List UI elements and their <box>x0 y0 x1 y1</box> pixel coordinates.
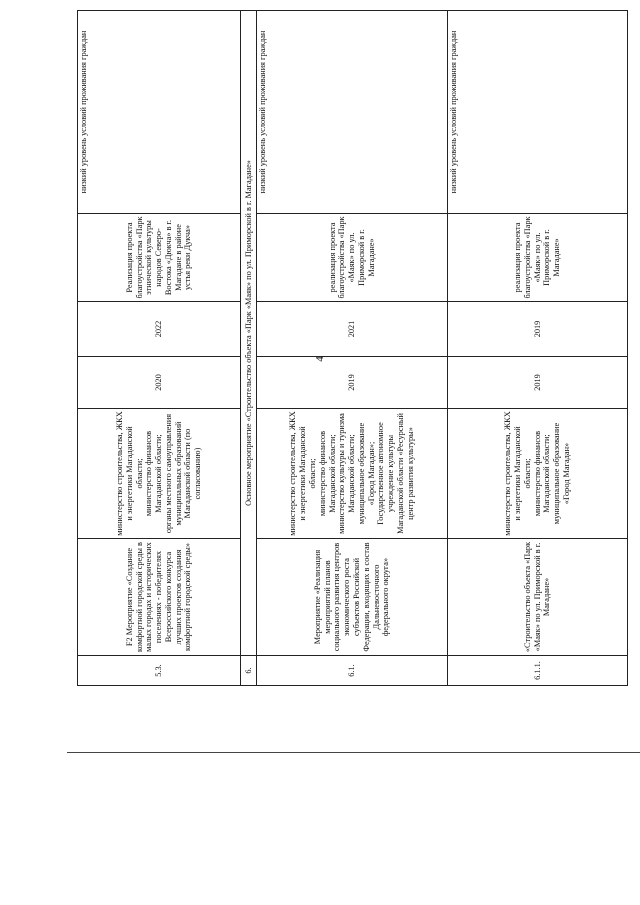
end-year: 2021 <box>257 302 448 357</box>
consequence: низкий уровень условий проживания граждан <box>448 11 628 214</box>
measure-name: F2 Мероприятие «Создание комфортной городской среды в малых городах и исторических поселениях - победителях Всероссийского конкурса лучших проектов создания комфортной городской среды» <box>78 539 241 656</box>
measure-name: «Строительство объекта «Парк «Маяк» по ул. Приморской в г. Магадане» <box>448 539 628 656</box>
expected-result: реализация проекта благоустройства «Парк «Маяк» по ул. Приморской в г. Магадане» <box>448 214 628 302</box>
end-year: 2019 <box>448 302 628 357</box>
page-number: 4 <box>314 356 326 362</box>
row-number: 6.1. <box>257 656 448 686</box>
end-year: 2022 <box>78 302 241 357</box>
start-year: 2019 <box>448 357 628 409</box>
footer-rule <box>67 752 640 753</box>
program-table <box>77 10 628 686</box>
measure-name: Мероприятие «Реализация мероприятий планов социального развития центров экономического роста субъектов Российской Федерации, входящих в состав Дальневосточного федерального округа» <box>257 539 448 656</box>
table-row <box>241 11 257 686</box>
table-row <box>78 11 241 686</box>
row-number: 5.3. <box>78 656 241 686</box>
table-row <box>257 11 448 686</box>
expected-result: Реализация проекта благоустройства «Парк этнической культуры народов Северо-Востока «Дюкча» в г. Магадане в районе устья реки Дукча» <box>78 214 241 302</box>
consequence: низкий уровень условий проживания граждан <box>78 11 241 214</box>
consequence: низкий уровень условий проживания граждан <box>257 11 448 214</box>
expected-result: реализация проекта благоустройства «Парк «Маяк» по ул. Приморской в г. Магадане» <box>257 214 448 302</box>
start-year: 2020 <box>78 357 241 409</box>
section-heading: Основное мероприятие «Строительство объекта «Парк «Маяк» по ул. Приморской в г. Магадане» <box>241 11 257 656</box>
row-number: 6. <box>241 656 257 686</box>
executors: министерство строительства, ЖКХ и энергетики Магаданской области; министерство финансов Магаданской области; министерство культуры и туризма Магаданской области; муниципальное образование «Город Магадан»; Государственное автономное учреждение культуры Магаданской области «Ресурсный центр развития культуры» <box>257 409 448 539</box>
executors: министерство строительства, ЖКХ и энергетики Магаданской области; министерство финансов Магаданской области; органы местного самоуправления муниципальных образований Магаданской области (по согласованию) <box>78 409 241 539</box>
program-table-container <box>77 11 627 686</box>
row-number: 6.1.1. <box>448 656 628 686</box>
executors: министерство строительства, ЖКХ и энергетики Магаданской области; министерство финансов Магаданской области; муниципальное образование «Город Магадан» <box>448 409 628 539</box>
table-row <box>448 11 628 686</box>
rotated-table <box>77 11 627 686</box>
start-year: 2019 <box>257 357 448 409</box>
